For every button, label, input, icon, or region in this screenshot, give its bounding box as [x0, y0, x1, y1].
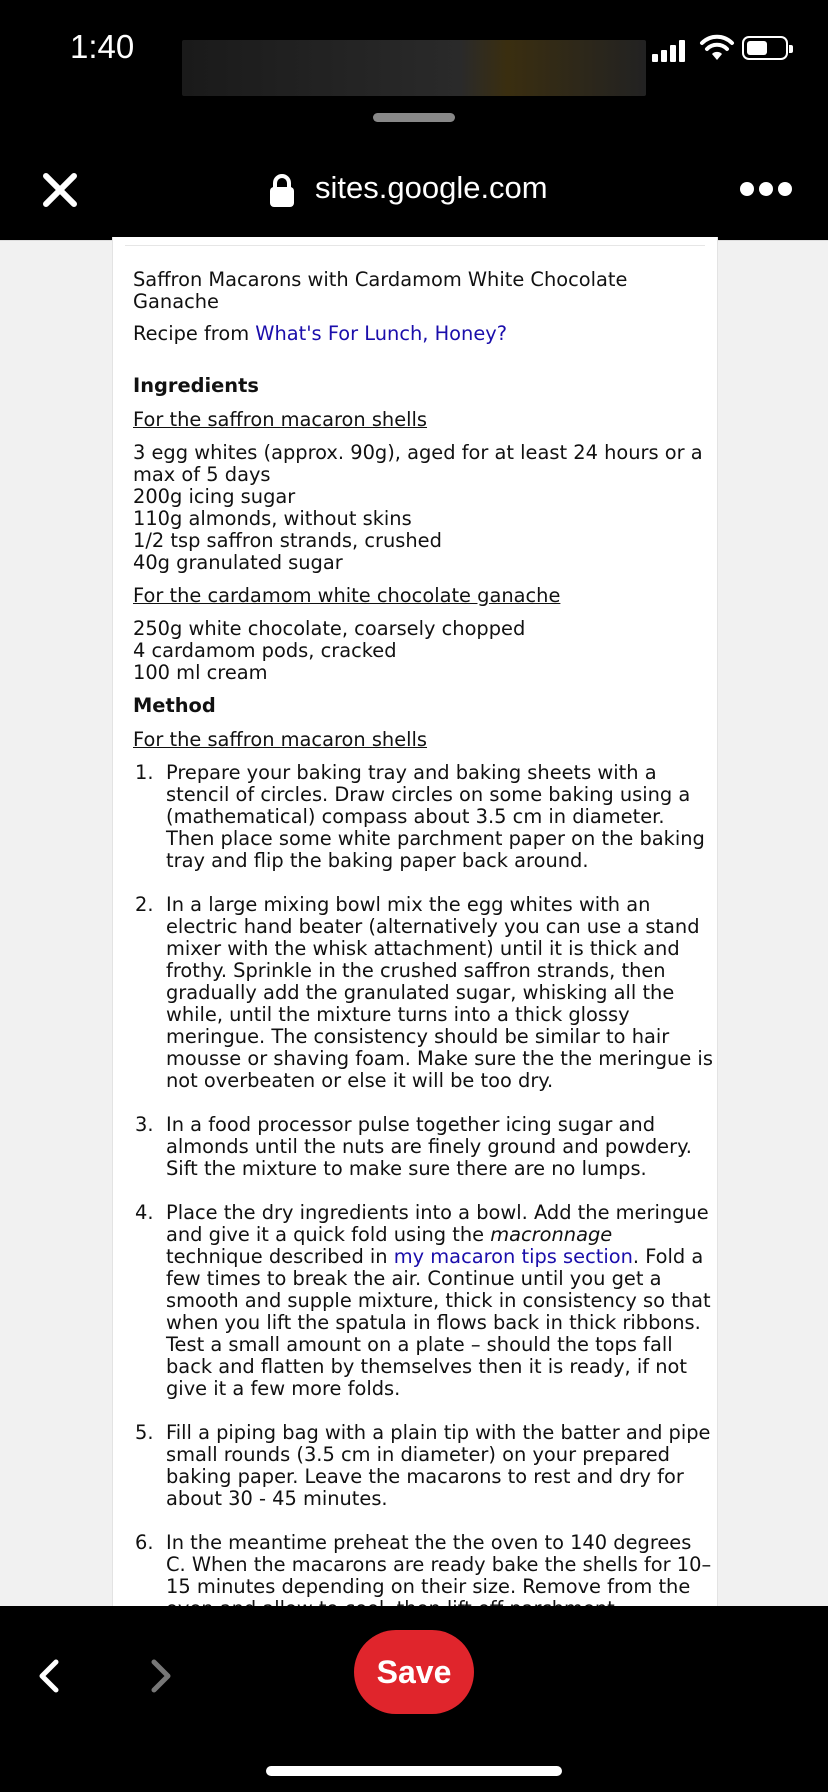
wifi-icon	[700, 36, 734, 62]
shells-subheading: For the saffron macaron shells	[133, 408, 428, 431]
status-time: 1:40	[70, 28, 135, 65]
status-bar	[0, 0, 828, 100]
step-item	[133, 1422, 713, 1510]
recipe-title: Saffron Macarons with Cardamom White Chocolate Ganache	[133, 268, 628, 313]
method-subheading: For the saffron macaron shells	[133, 728, 428, 751]
step-item	[133, 1114, 713, 1180]
bottom-toolbar	[0, 1606, 828, 1792]
method-steps	[133, 762, 713, 1620]
url-text[interactable]: sites.google.com	[315, 170, 548, 205]
step-text: . Fold a few times to break the air. Continue until you get a smooth and supple mixture, thick in consistency so that when you lift the spatula in flows back in thick ribbons. Test a small amount on a plate – should the tops fall back and flatten by themselves then it is ready, if not give it a few more folds.	[166, 1245, 711, 1400]
step-item	[133, 1202, 713, 1400]
step-text: technique described in	[166, 1245, 394, 1268]
ganache-subheading: For the cardamom white chocolate ganache	[133, 584, 561, 607]
ingredient-line: max of 5 days	[133, 463, 271, 486]
cellular-signal-icon	[652, 38, 690, 62]
ingredient-line: 110g almonds, without skins	[133, 507, 412, 530]
step-text: Place the dry ingredients into a bowl. Add the meringue and give it a quick fold using the	[166, 1201, 709, 1246]
home-indicator[interactable]	[266, 1766, 562, 1776]
ingredient-line: 40g granulated sugar	[133, 551, 343, 574]
recipe-source	[133, 323, 713, 345]
step-emphasis: macronnage	[490, 1223, 613, 1246]
step-number: 6.	[135, 1531, 154, 1554]
lock-icon	[269, 174, 295, 208]
notification-banner[interactable]	[182, 40, 646, 96]
ingredients-heading: Ingredients	[133, 374, 259, 397]
forward-chevron-icon[interactable]	[146, 1656, 176, 1696]
ingredient-line: 4 cardamom pods, cracked	[133, 639, 397, 662]
sheet-grabber[interactable]	[373, 113, 455, 122]
ingredient-line: 250g white chocolate, coarsely chopped	[133, 617, 526, 640]
ingredient-line: 200g icing sugar	[133, 485, 296, 508]
page-card	[112, 237, 718, 1637]
ganache-ingredients	[133, 618, 713, 684]
step-text: In a large mixing bowl mix the egg whites with an electric hand beater (alternatively you can use a stand mixer with the whisk attachment) until it is thick and frothy. Sprinkle in the crushed saffron strands, then gradually add the granulated sugar, whisking all the while, until the mixture turns into a thick glossy meringue. The consistency should be similar to hair mousse or shaving foam. Make sure the the meringue is not overbeaten or else it will be too dry.	[166, 893, 713, 1092]
close-icon[interactable]	[40, 170, 80, 210]
step-text: Prepare your baking tray and baking sheets with a stencil of circles. Draw circles on some baking using a (mathematical) compass about 3.5 cm in diameter. Then place some white parchment paper on the baking tray and flip the baking paper back around.	[166, 761, 705, 872]
more-options-icon[interactable]	[740, 182, 792, 198]
ingredient-line: 100 ml cream	[133, 661, 268, 684]
step-text: In a food processor pulse together icing sugar and almonds until the nuts are finely ground and powdery. Sift the mixture to make sure there are no lumps.	[166, 1113, 692, 1180]
web-page-viewport[interactable]	[0, 240, 828, 1607]
back-chevron-icon[interactable]	[34, 1656, 64, 1696]
recipe-content	[133, 269, 713, 1642]
step-text: In the meantime preheat the the oven to 140 degrees C. When the macarons are ready bake the shells for 10–15 minutes depending on their size. Remove from the	[166, 1531, 712, 1598]
step-number: 1.	[135, 761, 154, 784]
recipe-source-prefix: Recipe from	[133, 322, 256, 345]
ingredient-line: 3 egg whites (approx. 90g), aged for at least 24 hours or a	[133, 441, 703, 464]
step-number: 2.	[135, 893, 154, 916]
source-link[interactable]: What's For Lunch, Honey?	[255, 322, 508, 345]
method-heading: Method	[133, 694, 216, 717]
step-number: 5.	[135, 1421, 154, 1444]
divider	[125, 245, 705, 246]
battery-icon	[742, 36, 788, 60]
macaron-tips-link[interactable]: my macaron tips section	[393, 1245, 633, 1268]
step-item	[133, 894, 713, 1092]
step-text: Fill a piping bag with a plain tip with the batter and pipe small rounds (3.5 cm in diameter) on your prepared baking paper. Leave the macarons to rest and dry for about 30 - 45 minutes.	[166, 1421, 711, 1510]
step-item	[133, 762, 713, 872]
save-button[interactable]: Save	[354, 1630, 474, 1714]
step-number: 4.	[135, 1201, 154, 1224]
step-number: 3.	[135, 1113, 154, 1136]
browser-header	[0, 130, 828, 240]
ingredient-line: 1/2 tsp saffron strands, crushed	[133, 529, 442, 552]
shells-ingredients	[133, 442, 713, 574]
